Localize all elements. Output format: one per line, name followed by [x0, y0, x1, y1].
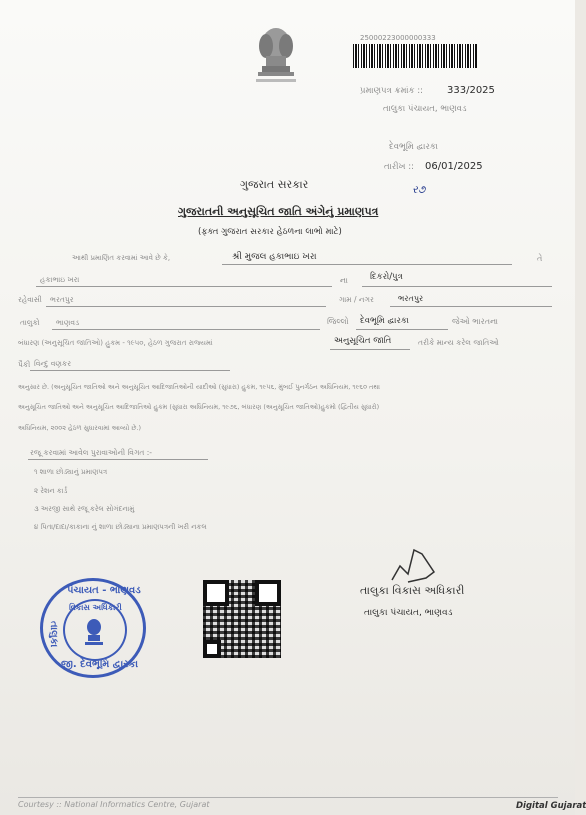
state-emblem-icon	[248, 22, 304, 86]
district-label: જિલ્લો	[327, 317, 349, 326]
document-item: ૨ રેશન કાર્ડ	[34, 487, 68, 495]
holder-name: શ્રી મુજલ હકાભાઇ ખરા	[232, 252, 317, 262]
legal-para-line-2: અનુસૂચિત જાતિઓ અને અનુસૂચિત આદિજાતિઓ હુકમ (સુધારા અધિનિયમ, ૧૯૭૬, બંધારણ (અનુસૂચિત જાતિઓ)હુકમો (દ્વિતીય સુધારો)	[18, 403, 380, 411]
document-item: ૧ શાળા છોડ્યાનું પ્રમાણપત્ર	[34, 468, 108, 476]
signatory-designation: તાલુકા વિકાસ અધિકારી	[360, 584, 465, 597]
signatory-office: તાલુકા પંચાયત, ભાણવડ	[364, 608, 453, 618]
barcode	[353, 44, 477, 68]
official-seal	[40, 578, 146, 678]
footer-brand: Digital Gujarat	[516, 801, 586, 811]
relation-label: ના	[340, 276, 348, 285]
document-item: ૩ અરજી સાથે રજૂ કરેલ સોગંદનામું	[34, 505, 135, 513]
order-text: બંધારણ (અનુસૂચિત જાતિઓ) હુકમ - ૧૯૫૦, હેઠળ ગુજરાત રાજ્યમાં	[18, 339, 213, 347]
father-name: હકાભાઇ ખરા	[40, 275, 80, 284]
district-value: દેવભૂમિ દ્વારકા	[360, 316, 409, 326]
seal-top-text: પંચાયત - ભાણવડ	[67, 585, 141, 596]
residence-label: રહેવાસી	[18, 295, 42, 304]
document-item: ૪ પિતા/દાદા/કાકાના નું શાળા છોડ્યાના પ્રમાણપત્રની ખરી નકલ	[34, 523, 207, 531]
taluka-value: ભાણવડ	[56, 318, 80, 327]
seal-bottom-text: જી. દેવભૂમિ દ્વારકા	[61, 659, 139, 670]
residence-value: ભરતપુર	[50, 295, 74, 304]
category-value: અનુસૂચિત જાતિ	[334, 336, 392, 346]
handwritten-number: ર૭	[412, 183, 426, 196]
state-label: જેઓ ભારતના	[452, 317, 499, 326]
signature-mark	[388, 544, 440, 584]
date-label: તારીખ ::	[384, 162, 414, 172]
issuer-office: તાલુકા પંચાયત, ભાણવડ	[383, 104, 467, 114]
certify-label: આથી પ્રમાણિત કરવામાં આવે છે કે,	[72, 254, 171, 262]
barcode-number: 25000223000000333	[360, 34, 436, 42]
documents-title: રજૂ કરવામાં આવેલ પુરાવાઓની વિગત :-	[30, 448, 153, 457]
footer-courtesy: Courtesy :: National Informatics Centre, Gujarat	[18, 800, 210, 809]
seal-emblem-icon	[83, 617, 105, 647]
village-value: ભરતપુર	[398, 294, 424, 303]
caste-label: પૈકી	[18, 360, 31, 369]
certificate-number: 333/2025	[447, 85, 495, 96]
certificate-number-label: પ્રમાણપત્ર ક્રમાંક ::	[360, 86, 423, 96]
seal-left-text: તાલુકા	[48, 621, 59, 648]
taluka-label: તાલુકો	[20, 318, 40, 327]
village-label: ગામ / નગર	[339, 295, 374, 304]
issue-date: 06/01/2025	[425, 161, 483, 172]
qr-corner	[203, 640, 221, 658]
line1-end: તે	[537, 254, 543, 263]
issuer-district: દેવભૂમિ દ્વારકા	[389, 142, 438, 152]
caste-value: વિન્દુ વણકર	[34, 359, 72, 368]
certificate-subtitle: (ફક્ત ગુજરાત સરકાર હેઠળના લાભો માટે)	[198, 227, 342, 237]
seal-center-text: વિકાસ અધિકારી	[69, 603, 122, 612]
certificate-title: ગુજરાતની અનુસૂચિત જાતિ અંગેનું પ્રમાણપત્ર	[178, 205, 379, 218]
legal-para-line-1: અનુસાર છે. (અનુસૂચિત જાતિઓ અને અનુસૂચિત આદિજાતિઓની યાદીઓ (સુધારા) હુકમ, ૧૯૫૬, મુંબઈ પુનર્ગઠન અધિનિયમ, ૧૯૬૦ તથા	[18, 383, 380, 391]
recognized-text: તરીકે માન્ય કરેલ જાતિઓ	[418, 338, 499, 347]
government-title: ગુજરાત સરકાર	[240, 178, 309, 191]
legal-para-line-3: અધિનિયમ, ૨૦૦૨ હેઠળ સુધારવામાં આવ્યો છે.)	[18, 424, 142, 432]
relation-value: દિકરો/પુત્ર	[370, 272, 403, 282]
